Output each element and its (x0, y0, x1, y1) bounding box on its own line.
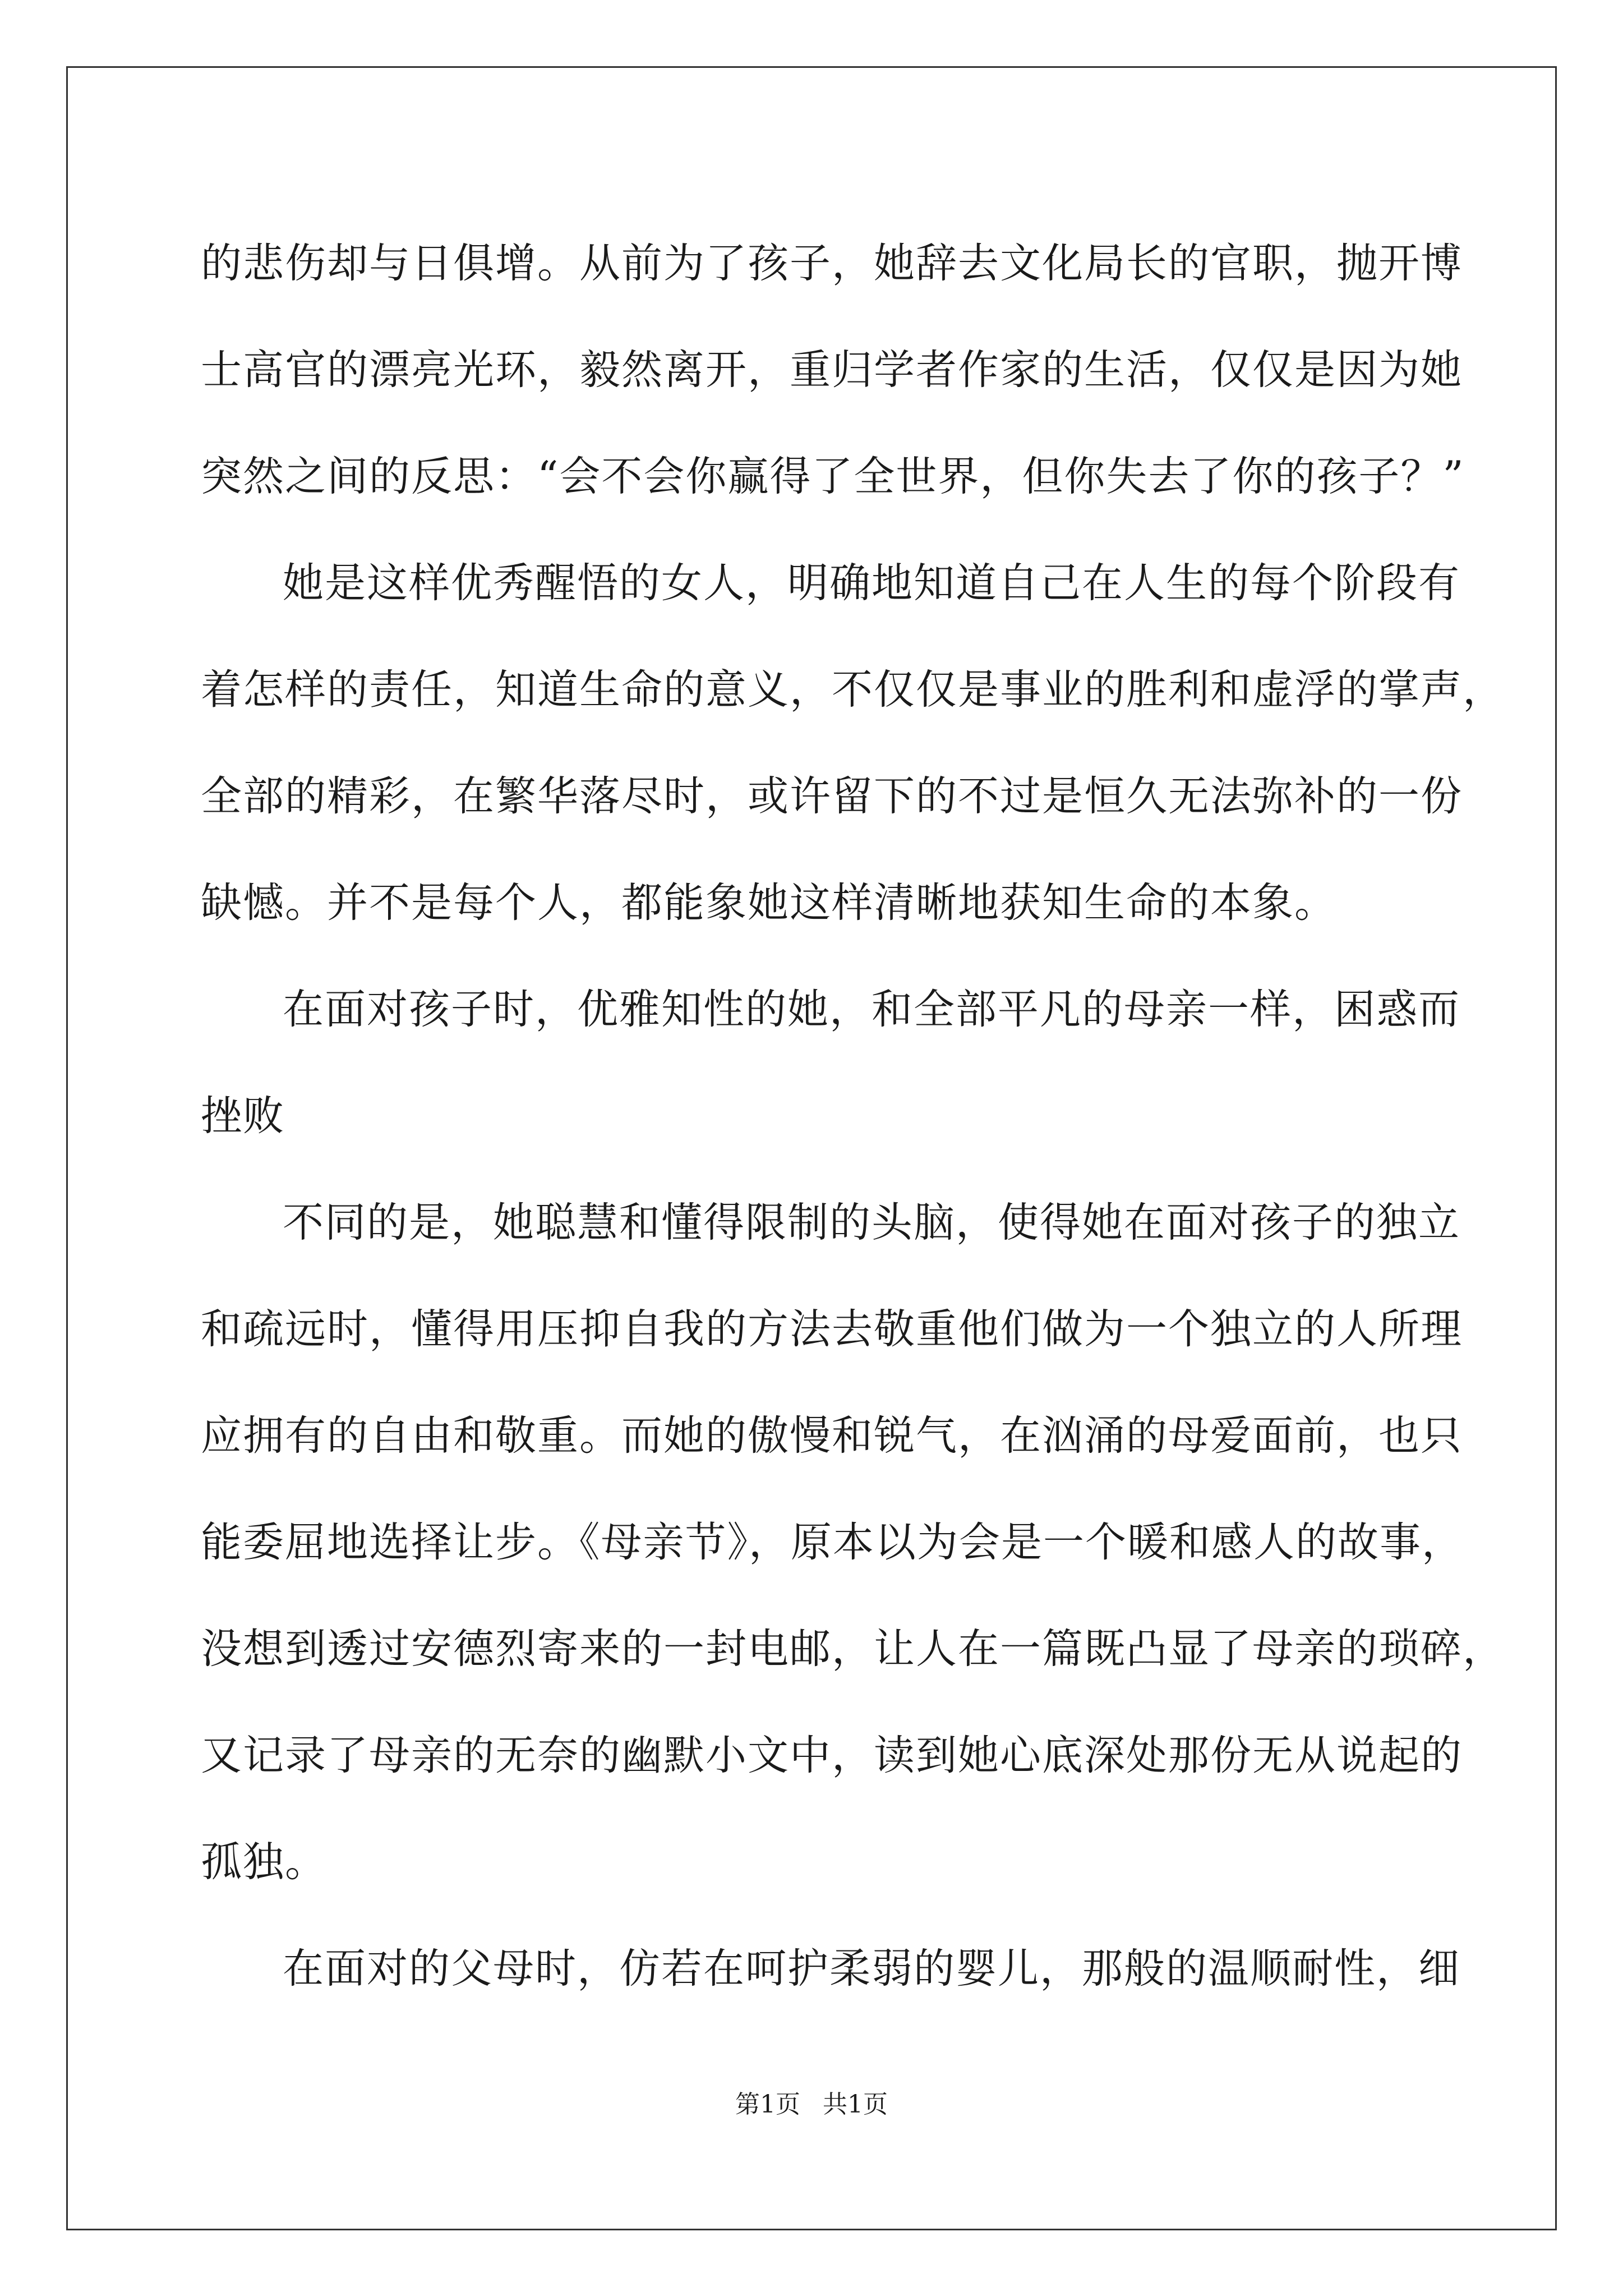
text-line: 全部的精彩，在繁华落尽时，或许留下的不过是恒久无法弥补的一份 (201, 772, 1463, 820)
text-line: 突然之间的反思：“会不会你赢得了全世界，但你失去了你的孩子？” (201, 453, 1465, 500)
page-footer (0, 2088, 1623, 2122)
text-line: 的悲伤却与日俱增。从前为了孩子，她辞去文化局长的官职，抛开博 (201, 240, 1463, 287)
text-line: 没想到透过安德烈寄来的一封电邮，让人在一篇既凸显了母亲的琐碎， (201, 1625, 1505, 1673)
text-line: 挫败 (201, 1092, 285, 1140)
total-pages-label: 共1页 (823, 2090, 888, 2119)
text-line: 缺憾。并不是每个人，都能象她这样清晰地获知生命的本象。 (201, 879, 1336, 927)
document-body (201, 210, 1505, 2022)
text-line: 她是这样优秀醒悟的女人，明确地知道自己在人生的每个阶段有 (283, 559, 1460, 607)
text-line: 和疏远时，懂得用压抑自我的方法去敬重他们做为一个独立的人所理 (201, 1305, 1463, 1353)
text-line: 孤独。 (201, 1838, 327, 1886)
text-line: 应拥有的自由和敬重。而她的傲慢和锐气，在汹涌的母爱面前，也只 (201, 1412, 1463, 1460)
text-line: 在面对孩子时，优雅知性的她，和全部平凡的母亲一样，困惑而 (283, 986, 1460, 1033)
text-line: 又记录了母亲的无奈的幽默小文中，读到她心底深处那份无从说起的 (201, 1732, 1463, 1779)
text-line: 在面对的父母时，仿若在呵护柔弱的婴儿，那般的温顺耐性，细 (283, 1945, 1460, 1993)
text-line: 着怎样的责任，知道生命的意义，不仅仅是事业的胜利和虚浮的掌声， (201, 666, 1505, 714)
current-page-label: 第1页 (735, 2090, 800, 2119)
text-line: 不同的是，她聪慧和懂得限制的头脑，使得她在面对孩子的独立 (283, 1199, 1460, 1246)
text-line: 能委屈地选择让步。《母亲节》，原本以为会是一个暖和感人的故事， (201, 1519, 1464, 1566)
text-line: 士高官的漂亮光环，毅然离开，重归学者作家的生活，仅仅是因为她 (201, 346, 1463, 394)
